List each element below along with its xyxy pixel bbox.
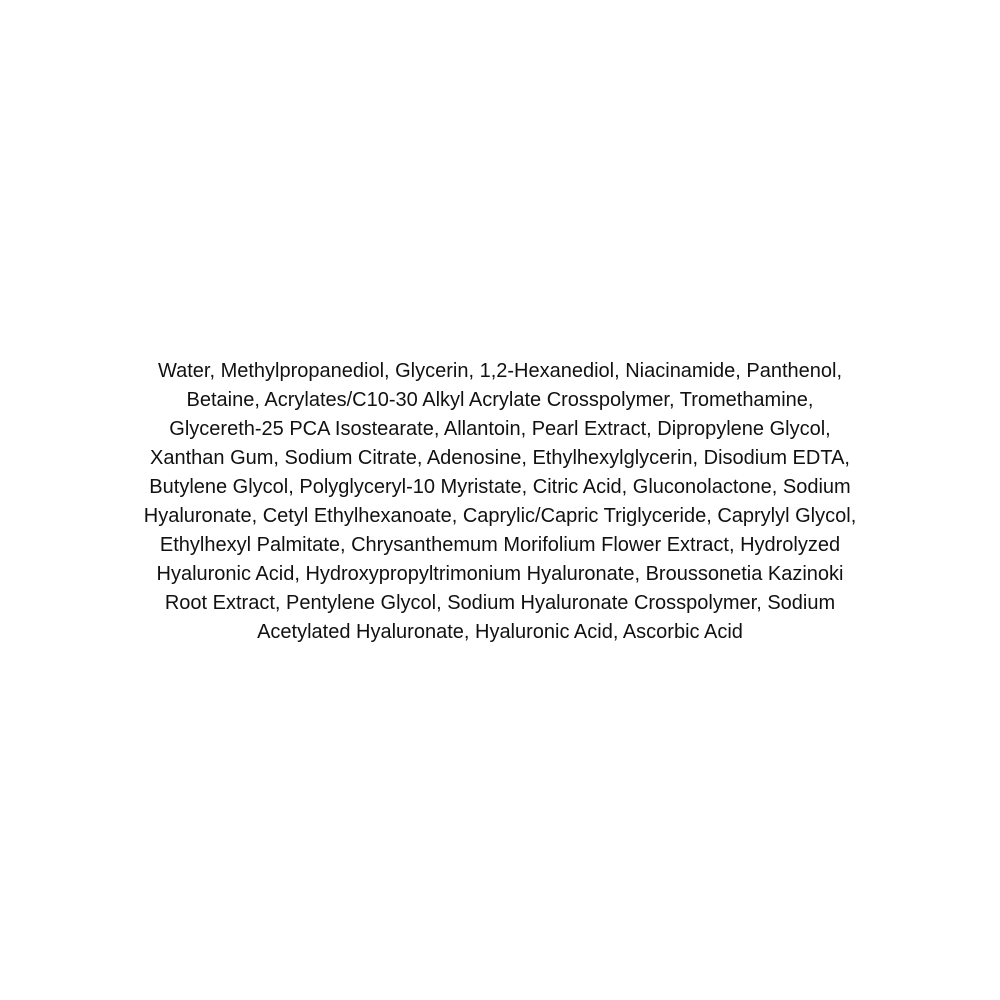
ingredient-line: Hyaluronic Acid, Hydroxypropyltrimonium Hyaluronate, Broussonetia Kazinoki — [156, 563, 844, 585]
ingredient-line: Root Extract, Pentylene Glycol, Sodium Hyaluronate Crosspolymer, Sodium — [164, 592, 836, 614]
ingredient-line: Glycereth-25 PCA Isostearate, Allantoin, Pearl Extract, Dipropylene Glycol, — [169, 418, 831, 440]
ingredient-line: Ethylhexyl Palmitate, Chrysanthemum Morifolium Flower Extract, Hydrolyzed — [159, 534, 841, 556]
ingredient-line: Betaine, Acrylates/C10-30 Alkyl Acrylate Crosspolymer, Tromethamine, — [186, 389, 814, 411]
ingredient-list — [90, 353, 910, 647]
ingredient-line: Butylene Glycol, Polyglyceryl-10 Myristate, Citric Acid, Gluconolactone, Sodium — [149, 476, 851, 498]
ingredient-line: Acetylated Hyaluronate, Hyaluronic Acid, Ascorbic Acid — [257, 621, 743, 643]
ingredient-line: Xanthan Gum, Sodium Citrate, Adenosine, Ethylhexylglycerin, Disodium EDTA, — [150, 447, 850, 469]
ingredient-line: Hyaluronate, Cetyl Ethylhexanoate, Caprylic/Capric Triglyceride, Caprylyl Glycol, — [143, 505, 857, 527]
ingredient-line: Water, Methylpropanediol, Glycerin, 1,2-Hexanediol, Niacinamide, Panthenol, — [157, 360, 843, 382]
